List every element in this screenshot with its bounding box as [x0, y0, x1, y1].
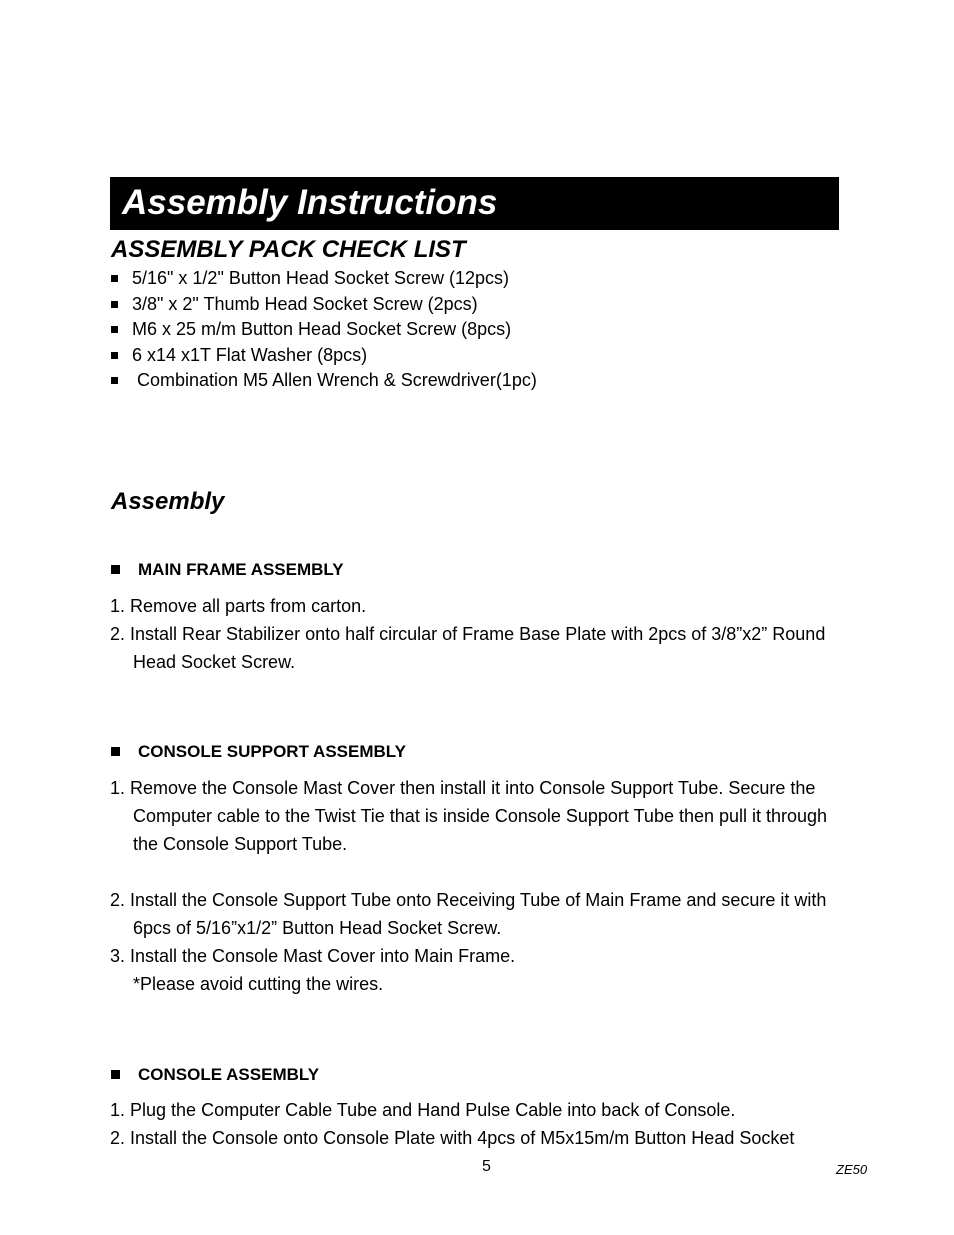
instruction-line: 2. Install the Console Support Tube onto Receiving Tube of Main Frame and secure it with: [110, 890, 827, 910]
square-bullet-icon: [111, 301, 118, 308]
instruction-line: 2. Install the Console onto Console Plate with 4pcs of M5x15m/m Button Head Socket: [110, 1128, 795, 1148]
instruction-note: *Please avoid cutting the wires.: [133, 974, 384, 994]
instruction-line: 3. Install the Console Mast Cover into Main Frame.: [110, 946, 516, 966]
instruction-line: the Console Support Tube.: [133, 834, 348, 854]
instruction-line: 2. Install Rear Stabilizer onto half circular of Frame Base Plate with 2pcs of 3/8”x2” Round: [110, 624, 826, 644]
model-code: ZE50: [836, 1162, 868, 1177]
page-number: 5: [482, 1158, 491, 1175]
square-bullet-icon: [111, 377, 118, 384]
square-bullet-icon: [111, 565, 120, 574]
assembly-title: Assembly: [111, 488, 225, 515]
instruction-line: 6pcs of 5/16”x1/2” Button Head Socket Screw.: [133, 918, 502, 938]
instruction-line: Head Socket Screw.: [133, 652, 296, 672]
square-bullet-icon: [111, 352, 118, 359]
square-bullet-icon: [111, 326, 118, 333]
title-banner: [110, 177, 839, 230]
square-bullet-icon: [111, 1070, 120, 1079]
instruction-line: 1. Remove all parts from carton.: [110, 596, 367, 616]
square-bullet-icon: [111, 747, 120, 756]
checklist-title: ASSEMBLY PACK CHECK LIST: [111, 236, 466, 263]
instruction-line: Computer cable to the Twist Tie that is inside Console Support Tube then pull it through: [133, 806, 828, 826]
square-bullet-icon: [111, 275, 118, 282]
page-title: Assembly Instructions: [122, 183, 498, 222]
instruction-line: 1. Plug the Computer Cable Tube and Hand Pulse Cable into back of Console.: [110, 1100, 736, 1120]
instruction-line: 1. Remove the Console Mast Cover then install it into Console Support Tube. Secure the: [110, 778, 816, 798]
